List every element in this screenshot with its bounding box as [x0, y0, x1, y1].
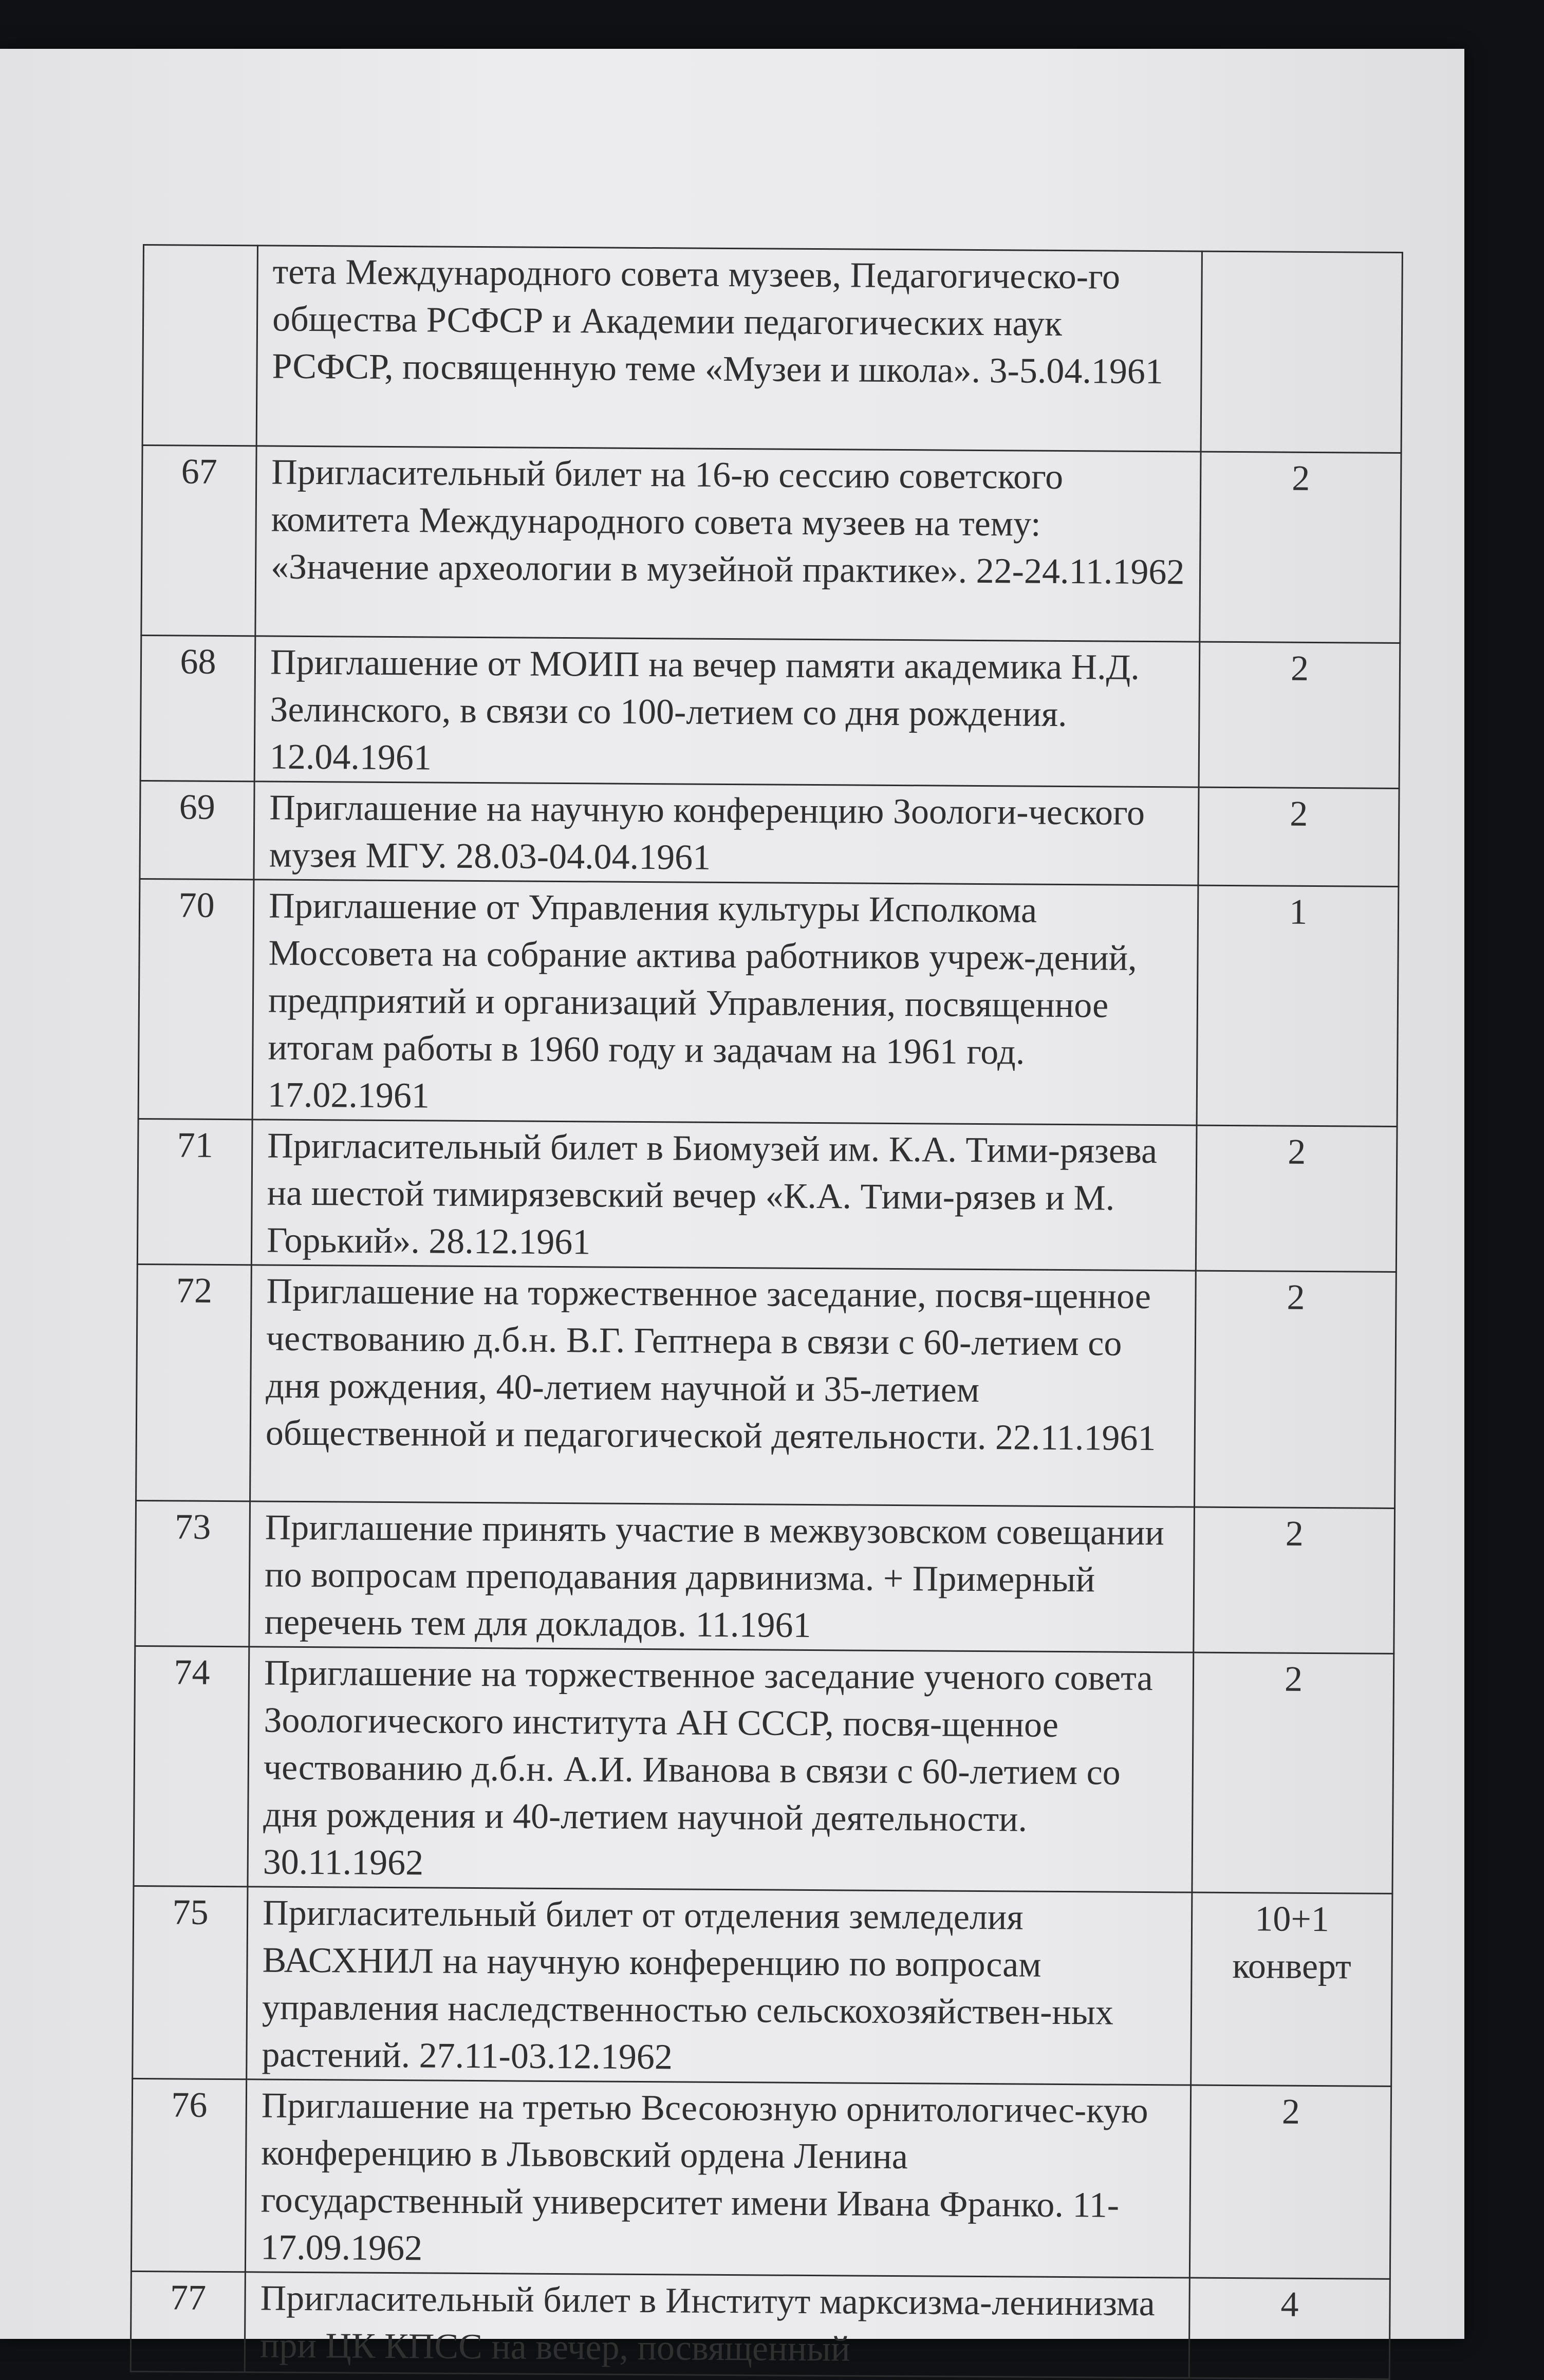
table-row [135, 1500, 1395, 1653]
row-description: Пригласительный билет в Биомузей им. К.А. Тими-рязева на шестой тимирязевский вечер «К.А. Тими-рязев и М. Горький». 28.12.1961 [251, 1120, 1197, 1271]
table-row [140, 780, 1399, 886]
row-quantity: 2 [1194, 1507, 1395, 1653]
row-number: 75 [133, 1886, 248, 2079]
row-quantity: 2 [1200, 452, 1401, 643]
table-row [134, 1646, 1394, 1893]
inventory-table [130, 244, 1403, 2380]
row-quantity: 2 [1189, 2085, 1391, 2279]
row-number [142, 245, 257, 446]
row-number: 73 [135, 1500, 250, 1646]
table-row [140, 635, 1400, 788]
row-number: 72 [136, 1264, 252, 1501]
table-row [131, 2078, 1391, 2279]
row-number: 76 [131, 2078, 246, 2272]
table-row [138, 879, 1399, 1126]
row-number: 68 [140, 635, 255, 781]
row-number: 74 [134, 1646, 249, 1886]
row-description: Приглашение от Управления культуры Исполкома Моссовета на собрание актива работников учреж-дений, предприятий и организаций Управления, посвященное итогам работы в 1960 году и задачам на 1961 год. 17.02.1961 [252, 880, 1198, 1125]
row-number: 69 [140, 780, 254, 879]
row-number: 71 [137, 1119, 252, 1265]
row-quantity: 2 [1196, 1125, 1397, 1272]
row-quantity: 2 [1198, 787, 1399, 886]
row-number: 67 [141, 445, 256, 636]
table-row [142, 245, 1402, 453]
row-quantity [1201, 251, 1402, 453]
row-description: Приглашение на научную конференцию Зоологи-ческого музея МГУ. 28.03-04.04.1961 [254, 782, 1199, 885]
table-row [133, 1886, 1392, 2086]
row-description: Пригласительный билет в Институт марксизма-ленинизма при ЦК КПСС на вечер, посвященный [245, 2272, 1189, 2378]
table-row [131, 2271, 1390, 2379]
row-number: 70 [138, 879, 254, 1119]
row-quantity: 4 [1189, 2278, 1390, 2379]
row-description: Приглашение на третью Всесоюзную орнитологичес-кую конференцию в Львовский ордена Ленина государственный университет имени Ивана Франко. 11-17.09.1962 [245, 2079, 1190, 2278]
row-number: 77 [131, 2271, 245, 2372]
document-page [0, 49, 1464, 2369]
row-quantity: 2 [1192, 1652, 1394, 1893]
row-description: Приглашение от МОИП на вечер памяти академика Н.Д. Зелинского, в связи со 100-летием со дня рождения. 12.04.1961 [254, 636, 1200, 787]
row-quantity: 10+1 конверт [1191, 1892, 1392, 2086]
row-description: Приглашение принять участие в межвузовском совещании по вопросам преподавания дарвинизма. + Примерный перечень тем для докладов. 11.1961 [249, 1501, 1195, 1652]
table-row [141, 445, 1401, 643]
row-description: тета Международного совета музеев, Педагогическо-го общества РСФСР и Академии педагогических наук РСФСР, посвященную теме «Музеи и школа». 3-5.04.1961 [256, 246, 1202, 452]
table-row [137, 1119, 1397, 1272]
row-description: Приглашение на торжественное заседание, посвя-щенное чествованию д.б.н. В.Г. Гептнера в связи с 60-летием со дня рождения, 40-летием научной и 35-летием общественной и педагогической деятельности. 22.11.1961 [250, 1265, 1196, 1507]
row-quantity: 1 [1197, 885, 1399, 1126]
row-description: Приглашение на торжественное заседание ученого совета Зоологического института АН СССР, посвя-щенное чествованию д.б.н. А.И. Иванова в связи с 60-летием со дня рождения и 40-летием научной деятельности. 30.11.1962 [248, 1647, 1194, 1892]
row-quantity: 2 [1199, 642, 1400, 788]
table-row [136, 1264, 1397, 1508]
row-quantity: 2 [1195, 1271, 1397, 1508]
row-description: Пригласительный билет на 16-ю сессию советского комитета Международного совета музеев на тему: «Значение археологии в музейной практике». 22-24.11.1962 [255, 446, 1201, 642]
row-description: Пригласительный билет от отделения земледелия ВАСХНИЛ на научную конференцию по вопросам управления наследственностью сельскохозяйствен-ных растений. 27.11-03.12.1962 [247, 1887, 1192, 2085]
